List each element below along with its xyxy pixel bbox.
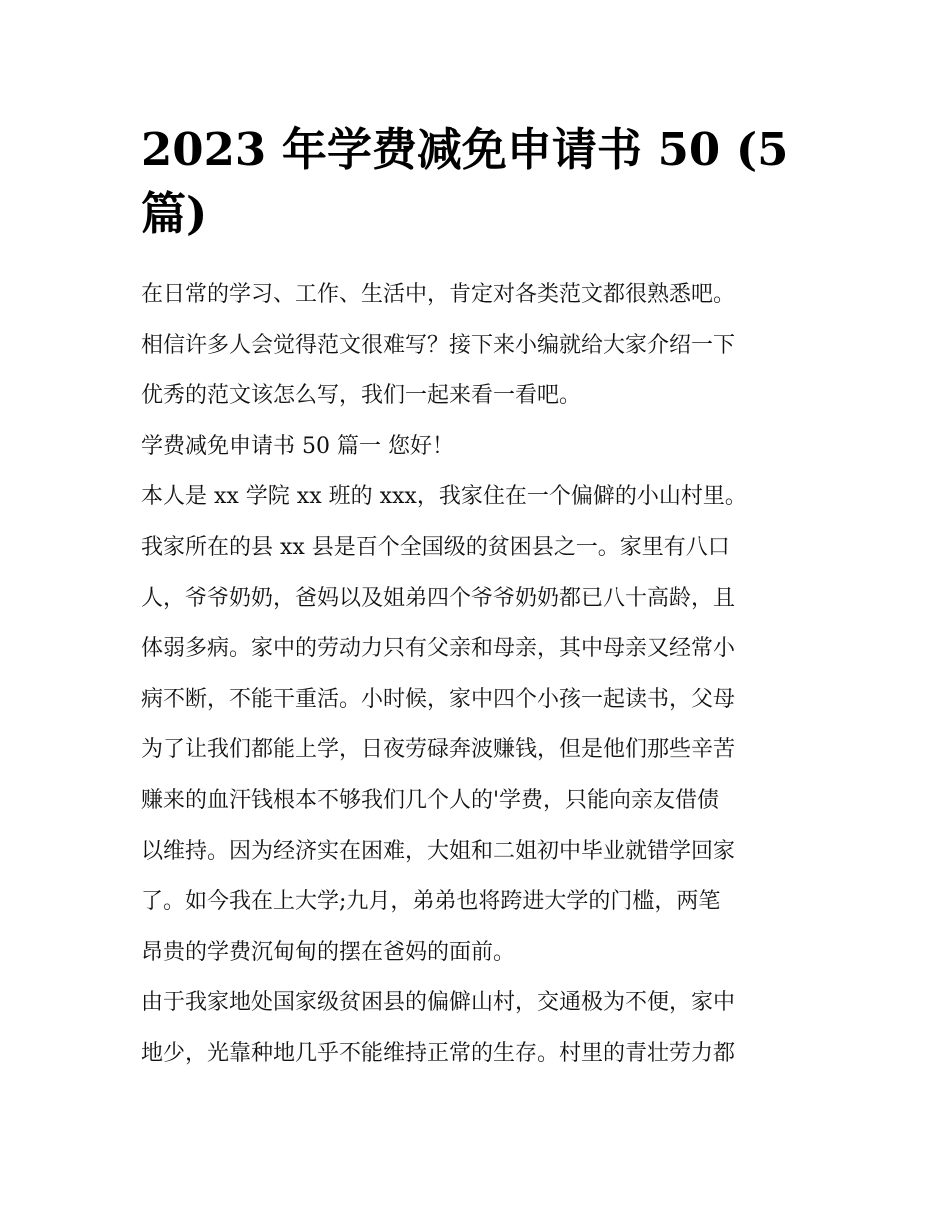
text-line: 以维持。因为经济实在困难，大姐和二姐初中毕业就错学回家 bbox=[141, 838, 736, 864]
text-line: 本人是 xx 学院 xx 班的 xxx，我家住在一个偏僻的小山村里。 bbox=[141, 484, 747, 510]
text-line: 学费减免申请书 50 篇一 您好！ bbox=[141, 433, 454, 459]
text-line: 由于我家地处国家级贫困县的偏僻山村，交通极为不便，家中 bbox=[141, 990, 736, 1016]
text-line: 地少，光靠种地几乎不能维持正常的生存。村里的青壮劳力都 bbox=[141, 1040, 736, 1066]
intro-paragraph bbox=[141, 270, 816, 422]
text-line: 优秀的范文该怎么写，我们一起来看一看吧。 bbox=[141, 383, 582, 409]
text-line: 为了让我们都能上学，日夜劳碌奔波赚钱，但是他们那些辛苦 bbox=[141, 737, 736, 763]
text-line: 赚来的血汗钱根本不够我们几个人的'学费，只能向亲友借债 bbox=[141, 787, 720, 813]
text-line: 相信许多人会觉得范文很难写？接下来小编就给大家介绍一下 bbox=[141, 332, 736, 358]
text-line: 在日常的学习、工作、生活中，肯定对各类范文都很熟悉吧。 bbox=[141, 282, 736, 307]
location-paragraph bbox=[141, 978, 816, 1079]
text-line: 我家所在的县 xx 县是百个全国级的贫困县之一。家里有八口 bbox=[141, 534, 730, 560]
document-title bbox=[141, 118, 816, 246]
family-situation-paragraph bbox=[141, 472, 816, 978]
text-line: 人，爷爷奶奶，爸妈以及姐弟四个爷爷奶奶都已八十高龄，且 bbox=[141, 585, 736, 611]
text-line: 昂贵的学费沉甸甸的摆在爸妈的面前。 bbox=[141, 939, 516, 965]
section-heading-paragraph bbox=[141, 422, 816, 473]
text-line: 体弱多病。家中的劳动力只有父亲和母亲，其中母亲又经常小 bbox=[141, 636, 736, 662]
text-line: 病不断，不能干重活。小时候，家中四个小孩一起读书，父母 bbox=[141, 686, 736, 712]
title-line: 篇) bbox=[141, 187, 208, 240]
document-page bbox=[141, 118, 816, 1080]
text-line: 了。如今我在上大学;九月，弟弟也将跨进大学的门槛，两笔 bbox=[141, 889, 721, 915]
document-body bbox=[141, 270, 816, 1080]
title-line: 2023 年学费减免申请书 50 (5 bbox=[141, 123, 789, 176]
